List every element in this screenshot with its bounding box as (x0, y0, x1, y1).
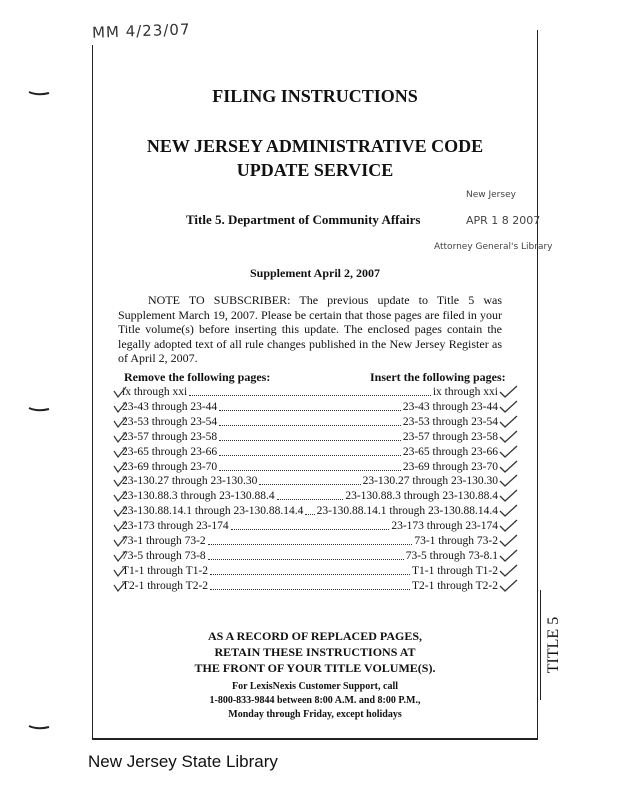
binder-hole-mark (28, 90, 50, 96)
checkmark-icon (498, 385, 518, 399)
remove-pages: ix through xxi (122, 386, 188, 398)
remove-pages: 23-53 through 23-54 (122, 416, 218, 428)
remove-pages: 23-130.27 through 23-130.30 (122, 475, 258, 487)
remove-pages: 23-173 through 23-174 (122, 520, 229, 532)
dot-leader (259, 474, 360, 485)
received-stamp-org: New Jersey (466, 190, 516, 200)
dot-leader (219, 445, 401, 456)
checkmark-icon (498, 460, 518, 474)
insert-pages: 23-130.88.3 through 23-130.88.4 (345, 490, 498, 502)
dot-leader (208, 534, 413, 545)
page-row (122, 564, 498, 578)
checkmark-icon (113, 519, 127, 533)
checkmark-icon (113, 534, 127, 548)
insert-pages: 23-173 through 23-174 (391, 520, 498, 532)
page-row (122, 460, 498, 474)
dot-leader (219, 460, 401, 471)
remove-pages: T1-1 through T1-2 (122, 565, 209, 577)
customer-support (92, 680, 538, 722)
checkmark-icon (498, 534, 518, 548)
remove-pages: 23-130.88.14.1 through 23-130.88.14.4 (122, 505, 304, 517)
dot-leader (210, 564, 410, 575)
page-title: FILING INSTRUCTIONS (212, 86, 418, 106)
remove-pages: 23-65 through 23-66 (122, 446, 218, 458)
record-line3: THE FRONT OF YOUR TITLE VOLUME(S). (194, 661, 436, 675)
page-row (122, 400, 498, 414)
remove-pages: 23-57 through 23-58 (122, 431, 218, 443)
support-line1: For LexisNexis Customer Support, call (231, 681, 398, 692)
dot-leader (210, 579, 410, 590)
side-tab-label: TITLE 5 (545, 616, 562, 674)
page-row (122, 534, 498, 548)
insert-pages: 23-53 through 23-54 (402, 416, 498, 428)
checkmark-icon (498, 430, 518, 444)
dot-leader (219, 430, 401, 441)
insert-pages: 23-43 through 23-44 (402, 401, 498, 413)
dot-leader (305, 504, 314, 515)
checkmark-icon (498, 549, 518, 563)
checkmark-icon (498, 579, 518, 593)
received-stamp-date: APR 1 8 2007 (466, 214, 541, 227)
checkmark-icon (498, 474, 518, 488)
received-stamp-library: Attorney General's Library (434, 242, 553, 252)
binder-hole-mark (28, 406, 50, 412)
support-line2: 1-800-833-9844 between 8:00 A.M. and 8:00 P.M., (209, 695, 421, 706)
record-instructions (92, 628, 538, 676)
remove-pages: 73-1 through 73-2 (122, 535, 206, 547)
checkmark-icon (113, 579, 127, 593)
page-row (122, 549, 498, 563)
remove-header: Remove the following pages: (124, 370, 271, 384)
side-tab-title5 (540, 590, 567, 700)
page-row (122, 385, 498, 399)
remove-pages: 23-69 through 23-70 (122, 461, 218, 473)
record-line1: AS A RECORD OF REPLACED PAGES, (207, 629, 423, 643)
supplement-date: Supplement April 2, 2007 (249, 266, 381, 280)
checkmark-icon (113, 564, 127, 578)
page-row (122, 519, 498, 533)
page-row (122, 474, 498, 488)
insert-pages: 23-57 through 23-58 (402, 431, 498, 443)
checkmark-icon (113, 415, 127, 429)
page-row (122, 504, 498, 518)
checkmark-icon (113, 460, 127, 474)
remove-pages: 23-130.88.3 through 23-130.88.4 (122, 490, 275, 502)
checkmark-icon (113, 504, 127, 518)
checkmark-icon (498, 445, 518, 459)
checkmark-icon (113, 430, 127, 444)
checkmark-icon (498, 400, 518, 414)
remove-pages: 73-5 through 73-8 (122, 550, 206, 562)
page-row (122, 579, 498, 593)
subscriber-note: NOTE TO SUBSCRIBER: The previous update to Title 5 was Supplement March 19, 2007. Please be certain that those pages are filed in your Title volume(s) before inserting this update. The enclosed pages contain the legally adopted text of all rule changes published in the New Jersey Register as of April 2, 2007. (118, 293, 502, 365)
remove-pages: 23-43 through 23-44 (122, 401, 218, 413)
checkmark-icon (113, 549, 127, 563)
dot-leader (231, 519, 390, 530)
handwritten-initials-date: MM 4/23/07 (91, 20, 191, 42)
page-row (122, 445, 498, 459)
code-title-line2: UPDATE SERVICE (236, 160, 394, 180)
page-row (122, 415, 498, 429)
binder-hole-mark (28, 724, 50, 730)
library-label: New Jersey State Library (88, 752, 278, 771)
insert-pages: 23-130.27 through 23-130.30 (362, 475, 498, 487)
title5-heading: Title 5. Department of Community Affairs (186, 212, 421, 227)
insert-pages: 73-1 through 73-2 (414, 535, 498, 547)
page-row (122, 430, 498, 444)
checkmark-icon (498, 489, 518, 503)
record-line2: RETAIN THESE INSTRUCTIONS AT (214, 645, 416, 659)
dot-leader (277, 489, 344, 500)
checkmark-icon (498, 504, 518, 518)
checkmark-icon (113, 400, 127, 414)
insert-header: Insert the following pages: (370, 370, 506, 384)
insert-pages: 23-65 through 23-66 (402, 446, 498, 458)
remove-pages: T2-1 through T2-2 (122, 580, 209, 592)
checkmark-icon (498, 564, 518, 578)
checkmark-icon (113, 385, 127, 399)
dot-leader (208, 549, 404, 560)
support-line3: Monday through Friday, except holidays (228, 709, 402, 720)
insert-pages: T1-1 through T1-2 (411, 565, 498, 577)
dot-leader (189, 385, 431, 396)
dot-leader (219, 415, 401, 426)
insert-pages: 23-130.88.14.1 through 23-130.88.14.4 (316, 505, 498, 517)
insert-pages: ix through xxi (432, 386, 498, 398)
insert-pages: T2-1 through T2-2 (411, 580, 498, 592)
checkmark-icon (498, 519, 518, 533)
checkmark-icon (498, 415, 518, 429)
checkmark-icon (113, 489, 127, 503)
page-row (122, 489, 498, 503)
checkmark-icon (113, 474, 127, 488)
code-title-line1: NEW JERSEY ADMINISTRATIVE CODE (146, 136, 484, 156)
insert-pages: 73-5 through 73-8.1 (405, 550, 498, 562)
insert-pages: 23-69 through 23-70 (402, 461, 498, 473)
dot-leader (219, 400, 401, 411)
frame-bottom-border (92, 738, 538, 740)
checkmark-icon (113, 445, 127, 459)
